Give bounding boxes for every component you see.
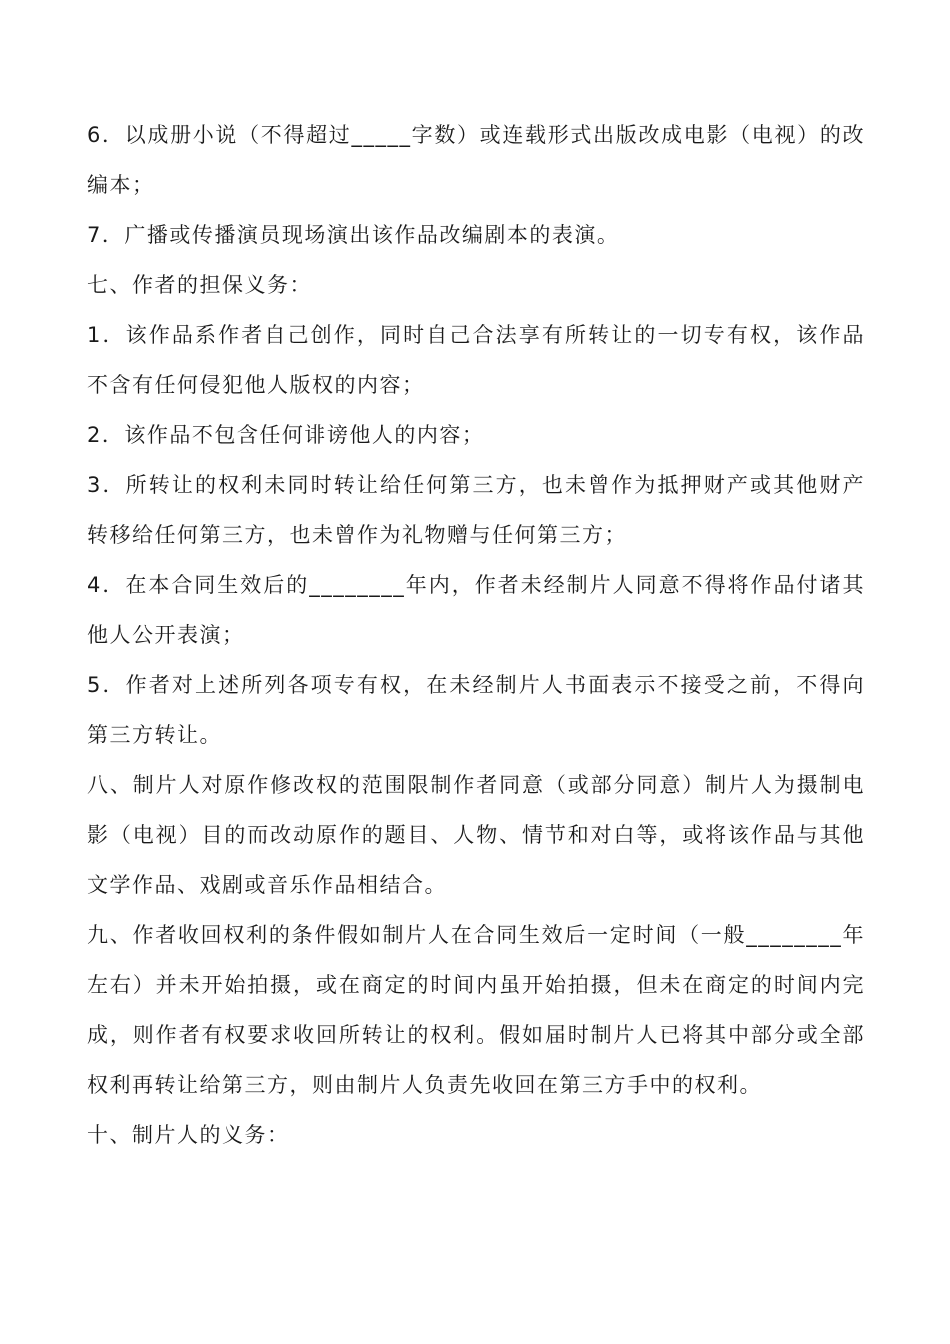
warranty-item-3: 3．所转让的权利未同时转让给任何第三方，也未曾作为抵押财产或其他财产转移给任何第三方，也未曾作为礼物赠与任何第三方； — [87, 473, 865, 547]
document-body — [87, 110, 865, 1160]
warranty-item-2: 2．该作品不包含任何诽谤他人的内容； — [87, 423, 485, 447]
warranty-item-1: 1．该作品系作者自己创作，同时自己合法享有所转让的一切专有权，该作品不含有任何侵犯他人版权的内容； — [87, 323, 865, 397]
clause-6: 6．以成册小说（不得超过_____字数）或连载形式出版改成电影（电视）的改编本； — [87, 123, 865, 197]
section-7-heading: 七、作者的担保义务： — [87, 273, 312, 297]
warranty-item-4: 4．在本合同生效后的________年内，作者未经制片人同意不得将作品付诸其他人公开表演； — [87, 573, 865, 647]
section-9-paragraph: 九、作者收回权利的条件假如制片人在合同生效后一定时间（一般________年左右）并未开始拍摄，或在商定的时间内虽开始拍摄，但未在商定的时间内完成，则作者有权要求收回所转让的权利。假如届时制片人已将其中部分或全部权利再转让给第三方，则由制片人负责先收回在第三方手中的权利。 — [87, 923, 865, 1097]
section-8-paragraph: 八、制片人对原作修改权的范围限制作者同意（或部分同意）制片人为摄制电影（电视）目的而改动原作的题目、人物、情节和对白等，或将该作品与其他文学作品、戏剧或音乐作品相结合。 — [87, 773, 865, 897]
section-10-heading: 十、制片人的义务： — [87, 1123, 290, 1147]
clause-7: 7．广播或传播演员现场演出该作品改编剧本的表演。 — [87, 223, 620, 247]
warranty-item-5: 5．作者对上述所列各项专有权，在未经制片人书面表示不接受之前，不得向第三方转让。 — [87, 673, 865, 747]
